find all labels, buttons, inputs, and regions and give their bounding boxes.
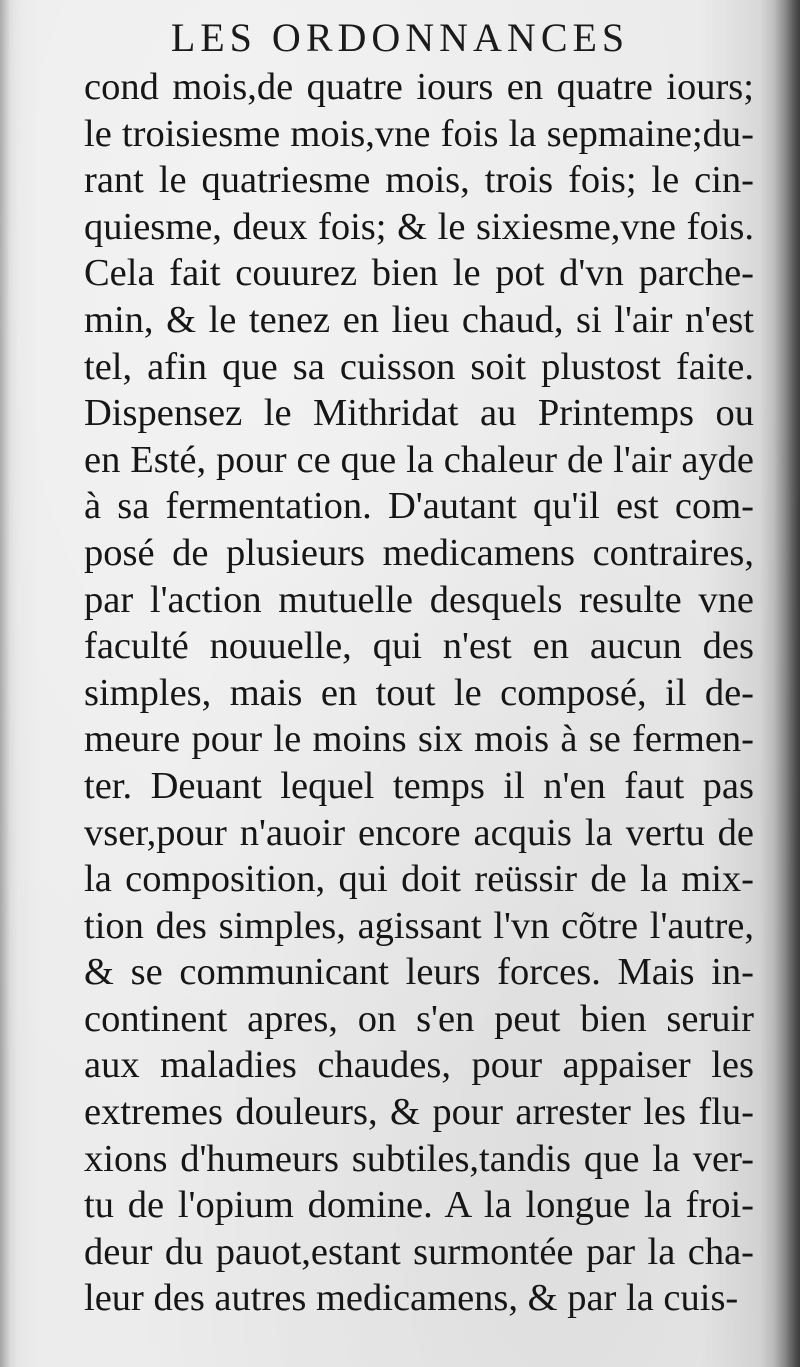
text-line: & se communicant leurs forces. Mais in- xyxy=(84,951,754,994)
text-line: tion des simples, agissant l'vn cõtre l'autre, xyxy=(84,904,754,947)
page-left-edge xyxy=(0,0,10,1367)
text-line: leur des autres medicamens, & par la cuis- xyxy=(84,1277,739,1320)
text-line: le troisiesme mois,vne fois la sepmaine;du- xyxy=(84,112,754,155)
text-line: deur du pauot,estant surmontée par la cha- xyxy=(84,1230,754,1273)
text-line: cond mois,de quatre iours en quatre iours; xyxy=(84,66,754,108)
text-line: simples, mais en tout le composé, il de- xyxy=(84,671,754,714)
text-line: posé de plusieurs medicamens contraires, xyxy=(84,531,754,574)
text-line: xions d'humeurs subtiles,tandis que la ver- xyxy=(84,1137,754,1180)
text-line: quiesme, deux fois; & le sixiesme,vne fois. xyxy=(84,205,754,248)
text-line: continent apres, on s'en peut bien seruir xyxy=(84,997,754,1040)
text-line: la composition, qui doit reüssir de la mix- xyxy=(84,858,754,901)
running-head: LES ORDONNANCES xyxy=(170,15,630,60)
text-line: Dispensez le Mithridat au Printemps ou xyxy=(84,392,754,435)
text-line: tu de l'opium domine. A la longue la froi- xyxy=(84,1184,754,1227)
text-line: meure pour le moins six mois à se fermen- xyxy=(84,718,754,761)
text-line: à sa fermentation. D'autant qu'il est com- xyxy=(84,485,754,528)
text-line: aux maladies chaudes, pour appaiser les xyxy=(84,1044,754,1087)
text-line: extremes douleurs, & pour arrester les flu- xyxy=(84,1091,754,1134)
text-line: faculté nouuelle, qui n'est en aucun des xyxy=(84,625,754,668)
text-line: vser,pour n'auoir encore acquis la vertu de xyxy=(84,811,754,854)
text-line: ter. Deuant lequel temps il n'en faut pas xyxy=(84,764,754,807)
body-text xyxy=(84,64,754,1322)
text-line: tel, afin que sa cuisson soit plustost faite. xyxy=(84,345,754,388)
text-line: Cela fait couurez bien le pot d'vn parche- xyxy=(84,252,754,295)
text-line: en Esté, pour ce que la chaleur de l'air ayde xyxy=(84,438,754,481)
text-line: rant le quatriesme mois, trois fois; le cin- xyxy=(84,159,754,202)
text-line: par l'action mutuelle desquels resulte vne xyxy=(84,578,754,621)
spine-shadow xyxy=(774,0,800,1367)
text-line: min, & le tenez en lieu chaud, si l'air n'est xyxy=(84,298,754,341)
